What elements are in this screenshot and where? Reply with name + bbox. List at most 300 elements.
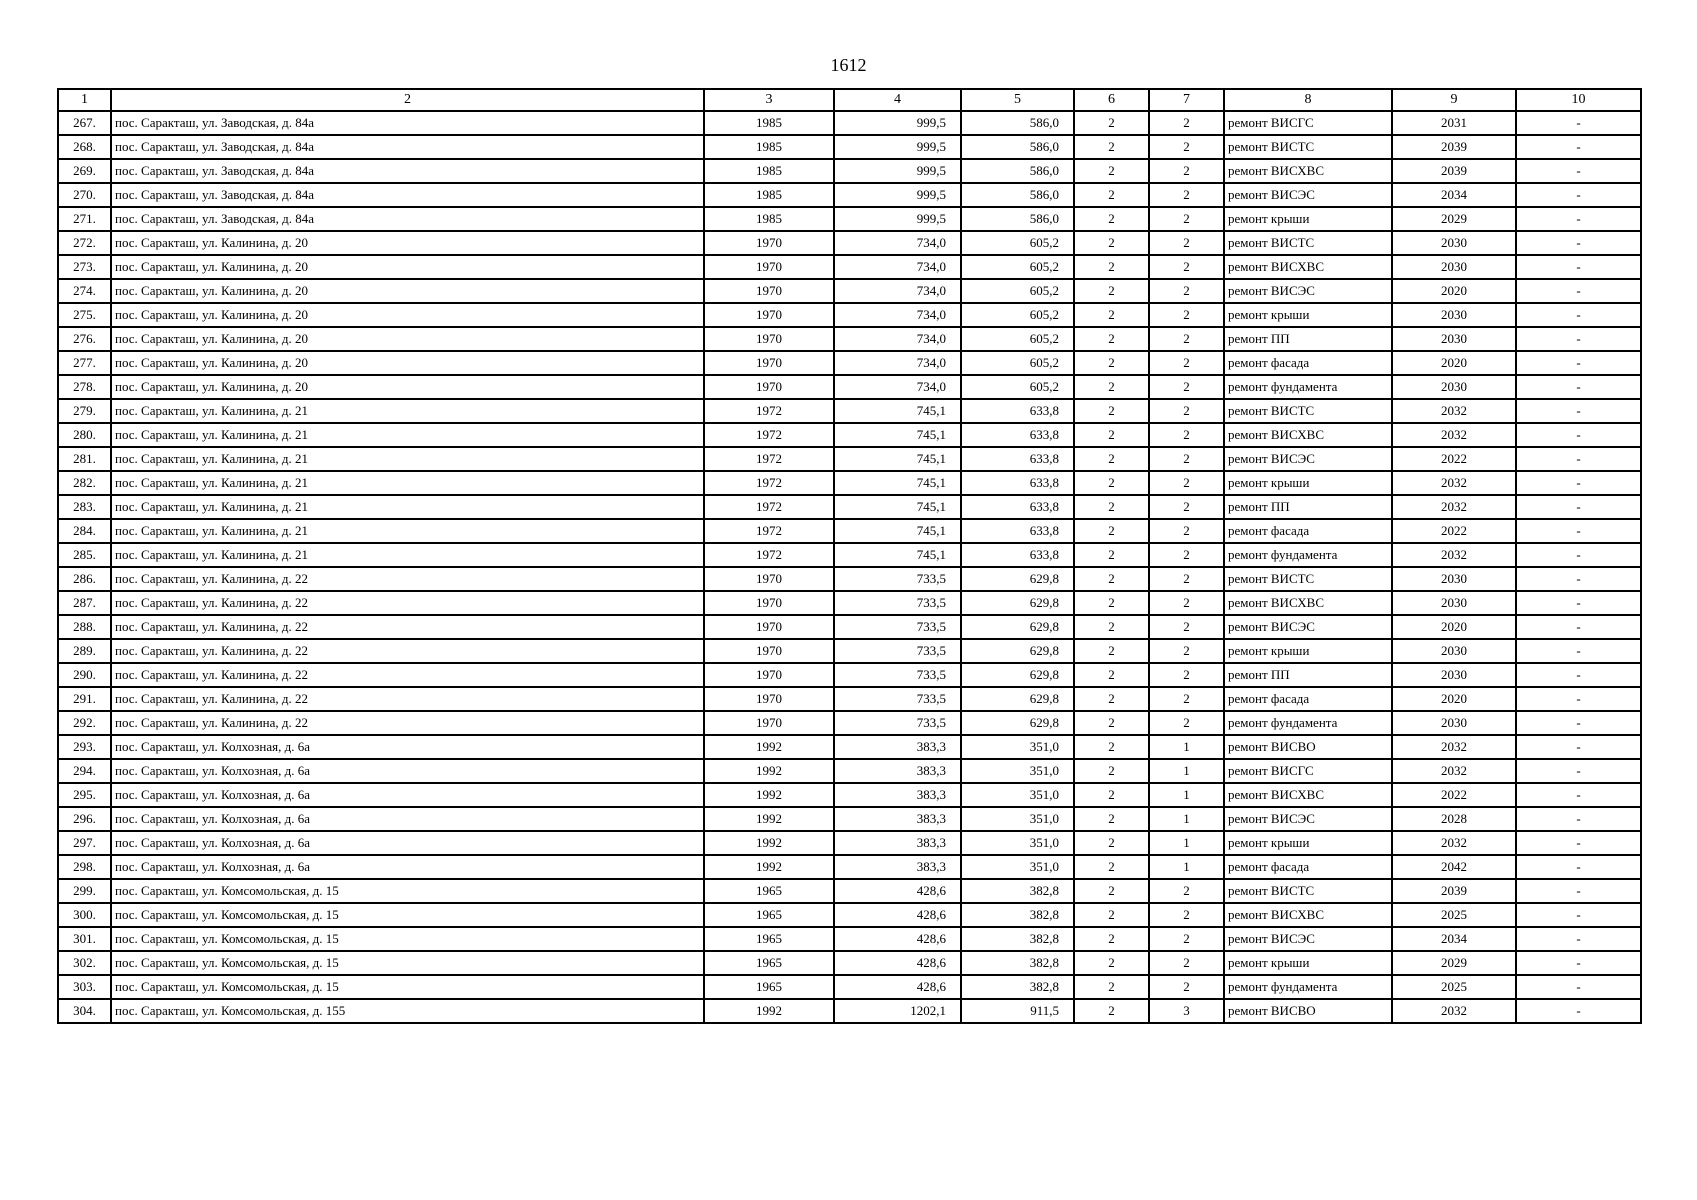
- floors-cell: 2: [1074, 255, 1149, 279]
- living-area-cell: 586,0: [961, 183, 1074, 207]
- planned-year-cell: 2032: [1392, 999, 1516, 1023]
- total-area-cell: 734,0: [834, 279, 961, 303]
- total-area-cell: 734,0: [834, 375, 961, 399]
- planned-year-cell: 2020: [1392, 615, 1516, 639]
- table-row: [58, 879, 1641, 903]
- total-area-cell: 428,6: [834, 951, 961, 975]
- table-row: [58, 399, 1641, 423]
- planned-year-cell: 2028: [1392, 807, 1516, 831]
- work-type-cell: ремонт ВИСТС: [1224, 879, 1392, 903]
- planned-year-cell: 2032: [1392, 735, 1516, 759]
- living-area-cell: 382,8: [961, 903, 1074, 927]
- address-cell: пос. Саракташ, ул. Калинина, д. 21: [111, 447, 704, 471]
- row-number-cell: 302.: [58, 951, 111, 975]
- year-cell: 1992: [704, 831, 834, 855]
- planned-year-cell: 2042: [1392, 855, 1516, 879]
- floors-cell: 2: [1074, 351, 1149, 375]
- work-type-cell: ремонт ВИСГС: [1224, 759, 1392, 783]
- entrances-cell: 2: [1149, 879, 1224, 903]
- year-cell: 1972: [704, 399, 834, 423]
- note-cell: -: [1516, 375, 1641, 399]
- row-number-cell: 279.: [58, 399, 111, 423]
- note-cell: -: [1516, 591, 1641, 615]
- table-row: [58, 975, 1641, 999]
- address-cell: пос. Саракташ, ул. Комсомольская, д. 15: [111, 975, 704, 999]
- address-cell: пос. Саракташ, ул. Калинина, д. 20: [111, 255, 704, 279]
- row-number-cell: 295.: [58, 783, 111, 807]
- table-row: [58, 783, 1641, 807]
- column-header-10: 10: [1516, 89, 1641, 111]
- floors-cell: 2: [1074, 543, 1149, 567]
- year-cell: 1972: [704, 543, 834, 567]
- table-row: [58, 735, 1641, 759]
- address-cell: пос. Саракташ, ул. Колхозная, д. 6а: [111, 831, 704, 855]
- column-header-6: 6: [1074, 89, 1149, 111]
- entrances-cell: 2: [1149, 207, 1224, 231]
- planned-year-cell: 2032: [1392, 831, 1516, 855]
- total-area-cell: 428,6: [834, 927, 961, 951]
- work-type-cell: ремонт фундамента: [1224, 543, 1392, 567]
- planned-year-cell: 2030: [1392, 639, 1516, 663]
- table-row: [58, 543, 1641, 567]
- address-cell: пос. Саракташ, ул. Калинина, д. 21: [111, 423, 704, 447]
- table-row: [58, 327, 1641, 351]
- total-area-cell: 734,0: [834, 303, 961, 327]
- total-area-cell: 383,3: [834, 759, 961, 783]
- table-row: [58, 759, 1641, 783]
- table-body: [58, 111, 1641, 1023]
- address-cell: пос. Саракташ, ул. Калинина, д. 21: [111, 399, 704, 423]
- total-area-cell: 428,6: [834, 879, 961, 903]
- entrances-cell: 2: [1149, 543, 1224, 567]
- entrances-cell: 2: [1149, 639, 1224, 663]
- work-type-cell: ремонт ВИСТС: [1224, 135, 1392, 159]
- note-cell: -: [1516, 471, 1641, 495]
- entrances-cell: 2: [1149, 615, 1224, 639]
- year-cell: 1970: [704, 591, 834, 615]
- total-area-cell: 999,5: [834, 111, 961, 135]
- planned-year-cell: 2030: [1392, 327, 1516, 351]
- address-cell: пос. Саракташ, ул. Калинина, д. 21: [111, 471, 704, 495]
- year-cell: 1970: [704, 303, 834, 327]
- note-cell: -: [1516, 327, 1641, 351]
- table-row: [58, 183, 1641, 207]
- table-row: [58, 375, 1641, 399]
- planned-year-cell: 2029: [1392, 207, 1516, 231]
- floors-cell: 2: [1074, 759, 1149, 783]
- year-cell: 1985: [704, 183, 834, 207]
- work-type-cell: ремонт крыши: [1224, 207, 1392, 231]
- year-cell: 1985: [704, 111, 834, 135]
- table-row: [58, 135, 1641, 159]
- address-cell: пос. Саракташ, ул. Заводская, д. 84а: [111, 183, 704, 207]
- work-type-cell: ремонт ВИСХВС: [1224, 903, 1392, 927]
- row-number-cell: 303.: [58, 975, 111, 999]
- living-area-cell: 605,2: [961, 351, 1074, 375]
- work-type-cell: ремонт ВИСХВС: [1224, 591, 1392, 615]
- address-cell: пос. Саракташ, ул. Калинина, д. 21: [111, 543, 704, 567]
- planned-year-cell: 2030: [1392, 591, 1516, 615]
- note-cell: -: [1516, 231, 1641, 255]
- address-cell: пос. Саракташ, ул. Комсомольская, д. 15: [111, 879, 704, 903]
- floors-cell: 2: [1074, 687, 1149, 711]
- table-row: [58, 663, 1641, 687]
- row-number-cell: 297.: [58, 831, 111, 855]
- address-cell: пос. Саракташ, ул. Калинина, д. 21: [111, 519, 704, 543]
- row-number-cell: 278.: [58, 375, 111, 399]
- living-area-cell: 633,8: [961, 519, 1074, 543]
- total-area-cell: 745,1: [834, 495, 961, 519]
- address-cell: пос. Саракташ, ул. Комсомольская, д. 15: [111, 951, 704, 975]
- year-cell: 1972: [704, 471, 834, 495]
- living-area-cell: 351,0: [961, 855, 1074, 879]
- total-area-cell: 733,5: [834, 591, 961, 615]
- planned-year-cell: 2031: [1392, 111, 1516, 135]
- address-cell: пос. Саракташ, ул. Калинина, д. 20: [111, 351, 704, 375]
- floors-cell: 2: [1074, 831, 1149, 855]
- work-type-cell: ремонт ВИСЭС: [1224, 927, 1392, 951]
- note-cell: -: [1516, 495, 1641, 519]
- entrances-cell: 2: [1149, 471, 1224, 495]
- floors-cell: 2: [1074, 519, 1149, 543]
- work-type-cell: ремонт крыши: [1224, 951, 1392, 975]
- column-header-8: 8: [1224, 89, 1392, 111]
- row-number-cell: 273.: [58, 255, 111, 279]
- living-area-cell: 911,5: [961, 999, 1074, 1023]
- table-row: [58, 207, 1641, 231]
- year-cell: 1970: [704, 279, 834, 303]
- entrances-cell: 2: [1149, 279, 1224, 303]
- living-area-cell: 633,8: [961, 495, 1074, 519]
- total-area-cell: 745,1: [834, 471, 961, 495]
- living-area-cell: 629,8: [961, 639, 1074, 663]
- note-cell: -: [1516, 519, 1641, 543]
- floors-cell: 2: [1074, 807, 1149, 831]
- floors-cell: 2: [1074, 399, 1149, 423]
- table-row: [58, 711, 1641, 735]
- living-area-cell: 351,0: [961, 807, 1074, 831]
- table-row: [58, 807, 1641, 831]
- note-cell: -: [1516, 111, 1641, 135]
- entrances-cell: 2: [1149, 231, 1224, 255]
- total-area-cell: 383,3: [834, 807, 961, 831]
- note-cell: -: [1516, 759, 1641, 783]
- work-type-cell: ремонт ВИСВО: [1224, 999, 1392, 1023]
- floors-cell: 2: [1074, 279, 1149, 303]
- work-type-cell: ремонт ПП: [1224, 495, 1392, 519]
- living-area-cell: 629,8: [961, 663, 1074, 687]
- year-cell: 1985: [704, 159, 834, 183]
- work-type-cell: ремонт ПП: [1224, 327, 1392, 351]
- work-type-cell: ремонт фундамента: [1224, 711, 1392, 735]
- year-cell: 1992: [704, 783, 834, 807]
- note-cell: -: [1516, 351, 1641, 375]
- year-cell: 1970: [704, 255, 834, 279]
- entrances-cell: 2: [1149, 519, 1224, 543]
- living-area-cell: 633,8: [961, 447, 1074, 471]
- year-cell: 1970: [704, 663, 834, 687]
- floors-cell: 2: [1074, 903, 1149, 927]
- floors-cell: 2: [1074, 135, 1149, 159]
- entrances-cell: 2: [1149, 495, 1224, 519]
- row-number-cell: 282.: [58, 471, 111, 495]
- living-area-cell: 382,8: [961, 879, 1074, 903]
- address-cell: пос. Саракташ, ул. Калинина, д. 20: [111, 231, 704, 255]
- row-number-cell: 280.: [58, 423, 111, 447]
- entrances-cell: 2: [1149, 687, 1224, 711]
- address-cell: пос. Саракташ, ул. Колхозная, д. 6а: [111, 855, 704, 879]
- planned-year-cell: 2032: [1392, 495, 1516, 519]
- address-cell: пос. Саракташ, ул. Заводская, д. 84а: [111, 159, 704, 183]
- year-cell: 1970: [704, 567, 834, 591]
- table-row: [58, 447, 1641, 471]
- table-row: [58, 519, 1641, 543]
- entrances-cell: 2: [1149, 375, 1224, 399]
- total-area-cell: 745,1: [834, 519, 961, 543]
- total-area-cell: 745,1: [834, 447, 961, 471]
- floors-cell: 2: [1074, 423, 1149, 447]
- floors-cell: 2: [1074, 303, 1149, 327]
- note-cell: -: [1516, 903, 1641, 927]
- year-cell: 1965: [704, 879, 834, 903]
- row-number-cell: 283.: [58, 495, 111, 519]
- table-row: [58, 831, 1641, 855]
- work-type-cell: ремонт крыши: [1224, 639, 1392, 663]
- table-row: [58, 351, 1641, 375]
- table-row: [58, 255, 1641, 279]
- note-cell: -: [1516, 735, 1641, 759]
- work-type-cell: ремонт ВИСТС: [1224, 567, 1392, 591]
- row-number-cell: 296.: [58, 807, 111, 831]
- total-area-cell: 745,1: [834, 423, 961, 447]
- living-area-cell: 351,0: [961, 759, 1074, 783]
- living-area-cell: 633,8: [961, 543, 1074, 567]
- row-number-cell: 291.: [58, 687, 111, 711]
- total-area-cell: 383,3: [834, 783, 961, 807]
- living-area-cell: 382,8: [961, 975, 1074, 999]
- address-cell: пос. Саракташ, ул. Калинина, д. 22: [111, 567, 704, 591]
- planned-year-cell: 2039: [1392, 159, 1516, 183]
- work-type-cell: ремонт фасада: [1224, 351, 1392, 375]
- living-area-cell: 605,2: [961, 255, 1074, 279]
- floors-cell: 2: [1074, 615, 1149, 639]
- column-header-1: 1: [58, 89, 111, 111]
- planned-year-cell: 2039: [1392, 879, 1516, 903]
- note-cell: -: [1516, 687, 1641, 711]
- note-cell: -: [1516, 183, 1641, 207]
- entrances-cell: 2: [1149, 399, 1224, 423]
- floors-cell: 2: [1074, 999, 1149, 1023]
- address-cell: пос. Саракташ, ул. Заводская, д. 84а: [111, 111, 704, 135]
- total-area-cell: 999,5: [834, 183, 961, 207]
- row-number-cell: 268.: [58, 135, 111, 159]
- total-area-cell: 383,3: [834, 831, 961, 855]
- year-cell: 1970: [704, 375, 834, 399]
- work-type-cell: ремонт фасада: [1224, 519, 1392, 543]
- row-number-cell: 270.: [58, 183, 111, 207]
- address-cell: пос. Саракташ, ул. Заводская, д. 84а: [111, 135, 704, 159]
- entrances-cell: 3: [1149, 999, 1224, 1023]
- entrances-cell: 2: [1149, 951, 1224, 975]
- work-type-cell: ремонт ВИСХВС: [1224, 255, 1392, 279]
- living-area-cell: 629,8: [961, 687, 1074, 711]
- address-cell: пос. Саракташ, ул. Калинина, д. 20: [111, 327, 704, 351]
- row-number-cell: 267.: [58, 111, 111, 135]
- entrances-cell: 2: [1149, 255, 1224, 279]
- total-area-cell: 383,3: [834, 735, 961, 759]
- total-area-cell: 733,5: [834, 687, 961, 711]
- total-area-cell: 733,5: [834, 615, 961, 639]
- address-cell: пос. Саракташ, ул. Колхозная, д. 6а: [111, 807, 704, 831]
- floors-cell: 2: [1074, 207, 1149, 231]
- year-cell: 1992: [704, 759, 834, 783]
- address-cell: пос. Саракташ, ул. Калинина, д. 22: [111, 711, 704, 735]
- planned-year-cell: 2030: [1392, 375, 1516, 399]
- planned-year-cell: 2020: [1392, 279, 1516, 303]
- floors-cell: 2: [1074, 471, 1149, 495]
- note-cell: -: [1516, 855, 1641, 879]
- row-number-cell: 298.: [58, 855, 111, 879]
- planned-year-cell: 2025: [1392, 975, 1516, 999]
- entrances-cell: 2: [1149, 567, 1224, 591]
- row-number-cell: 288.: [58, 615, 111, 639]
- table-row: [58, 303, 1641, 327]
- planned-year-cell: 2034: [1392, 927, 1516, 951]
- entrances-cell: 2: [1149, 183, 1224, 207]
- floors-cell: 2: [1074, 495, 1149, 519]
- row-number-cell: 292.: [58, 711, 111, 735]
- planned-year-cell: 2030: [1392, 255, 1516, 279]
- work-type-cell: ремонт крыши: [1224, 303, 1392, 327]
- entrances-cell: 2: [1149, 903, 1224, 927]
- work-type-cell: ремонт ВИСЭС: [1224, 279, 1392, 303]
- table-row: [58, 159, 1641, 183]
- total-area-cell: 733,5: [834, 567, 961, 591]
- year-cell: 1985: [704, 207, 834, 231]
- floors-cell: 2: [1074, 567, 1149, 591]
- address-cell: пос. Саракташ, ул. Калинина, д. 22: [111, 687, 704, 711]
- note-cell: -: [1516, 927, 1641, 951]
- living-area-cell: 605,2: [961, 327, 1074, 351]
- work-type-cell: ремонт фундамента: [1224, 975, 1392, 999]
- total-area-cell: 734,0: [834, 327, 961, 351]
- year-cell: 1970: [704, 231, 834, 255]
- year-cell: 1992: [704, 807, 834, 831]
- work-type-cell: ремонт ВИСТС: [1224, 399, 1392, 423]
- entrances-cell: 1: [1149, 831, 1224, 855]
- note-cell: -: [1516, 255, 1641, 279]
- entrances-cell: 2: [1149, 327, 1224, 351]
- note-cell: -: [1516, 207, 1641, 231]
- table-row: [58, 591, 1641, 615]
- planned-year-cell: 2022: [1392, 783, 1516, 807]
- planned-year-cell: 2032: [1392, 423, 1516, 447]
- table-row: [58, 639, 1641, 663]
- row-number-cell: 286.: [58, 567, 111, 591]
- total-area-cell: 734,0: [834, 255, 961, 279]
- entrances-cell: 2: [1149, 423, 1224, 447]
- floors-cell: 2: [1074, 639, 1149, 663]
- floors-cell: 2: [1074, 111, 1149, 135]
- living-area-cell: 351,0: [961, 783, 1074, 807]
- entrances-cell: 2: [1149, 159, 1224, 183]
- floors-cell: 2: [1074, 663, 1149, 687]
- note-cell: -: [1516, 783, 1641, 807]
- entrances-cell: 2: [1149, 111, 1224, 135]
- total-area-cell: 734,0: [834, 351, 961, 375]
- row-number-cell: 269.: [58, 159, 111, 183]
- row-number-cell: 271.: [58, 207, 111, 231]
- note-cell: -: [1516, 135, 1641, 159]
- living-area-cell: 351,0: [961, 831, 1074, 855]
- entrances-cell: 2: [1149, 711, 1224, 735]
- work-type-cell: ремонт ВИСХВС: [1224, 423, 1392, 447]
- planned-year-cell: 2032: [1392, 471, 1516, 495]
- table-row: [58, 423, 1641, 447]
- floors-cell: 2: [1074, 735, 1149, 759]
- work-type-cell: ремонт фасада: [1224, 687, 1392, 711]
- year-cell: 1970: [704, 687, 834, 711]
- table-row: [58, 111, 1641, 135]
- living-area-cell: 586,0: [961, 159, 1074, 183]
- address-cell: пос. Саракташ, ул. Колхозная, д. 6а: [111, 735, 704, 759]
- planned-year-cell: 2034: [1392, 183, 1516, 207]
- column-header-2: 2: [111, 89, 704, 111]
- planned-year-cell: 2032: [1392, 759, 1516, 783]
- column-header-4: 4: [834, 89, 961, 111]
- living-area-cell: 629,8: [961, 615, 1074, 639]
- planned-year-cell: 2020: [1392, 687, 1516, 711]
- total-area-cell: 734,0: [834, 231, 961, 255]
- total-area-cell: 1202,1: [834, 999, 961, 1023]
- row-number-cell: 277.: [58, 351, 111, 375]
- year-cell: 1992: [704, 735, 834, 759]
- total-area-cell: 428,6: [834, 903, 961, 927]
- work-type-cell: ремонт крыши: [1224, 831, 1392, 855]
- note-cell: -: [1516, 999, 1641, 1023]
- column-header-5: 5: [961, 89, 1074, 111]
- note-cell: -: [1516, 879, 1641, 903]
- year-cell: 1965: [704, 975, 834, 999]
- note-cell: -: [1516, 279, 1641, 303]
- year-cell: 1965: [704, 903, 834, 927]
- note-cell: -: [1516, 951, 1641, 975]
- address-cell: пос. Саракташ, ул. Калинина, д. 21: [111, 495, 704, 519]
- page-number: 1612: [830, 55, 867, 75]
- entrances-cell: 2: [1149, 663, 1224, 687]
- note-cell: -: [1516, 159, 1641, 183]
- work-type-cell: ремонт ВИСГС: [1224, 111, 1392, 135]
- work-type-cell: ремонт ВИСЭС: [1224, 615, 1392, 639]
- work-type-cell: ремонт фасада: [1224, 855, 1392, 879]
- address-cell: пос. Саракташ, ул. Калинина, д. 22: [111, 615, 704, 639]
- year-cell: 1965: [704, 951, 834, 975]
- floors-cell: 2: [1074, 855, 1149, 879]
- living-area-cell: 351,0: [961, 735, 1074, 759]
- row-number-cell: 294.: [58, 759, 111, 783]
- entrances-cell: 2: [1149, 975, 1224, 999]
- planned-year-cell: 2030: [1392, 567, 1516, 591]
- total-area-cell: 733,5: [834, 639, 961, 663]
- year-cell: 1965: [704, 927, 834, 951]
- table-row: [58, 495, 1641, 519]
- year-cell: 1985: [704, 135, 834, 159]
- total-area-cell: 383,3: [834, 855, 961, 879]
- living-area-cell: 633,8: [961, 423, 1074, 447]
- row-number-cell: 275.: [58, 303, 111, 327]
- work-type-cell: ремонт ВИСХВС: [1224, 783, 1392, 807]
- row-number-cell: 300.: [58, 903, 111, 927]
